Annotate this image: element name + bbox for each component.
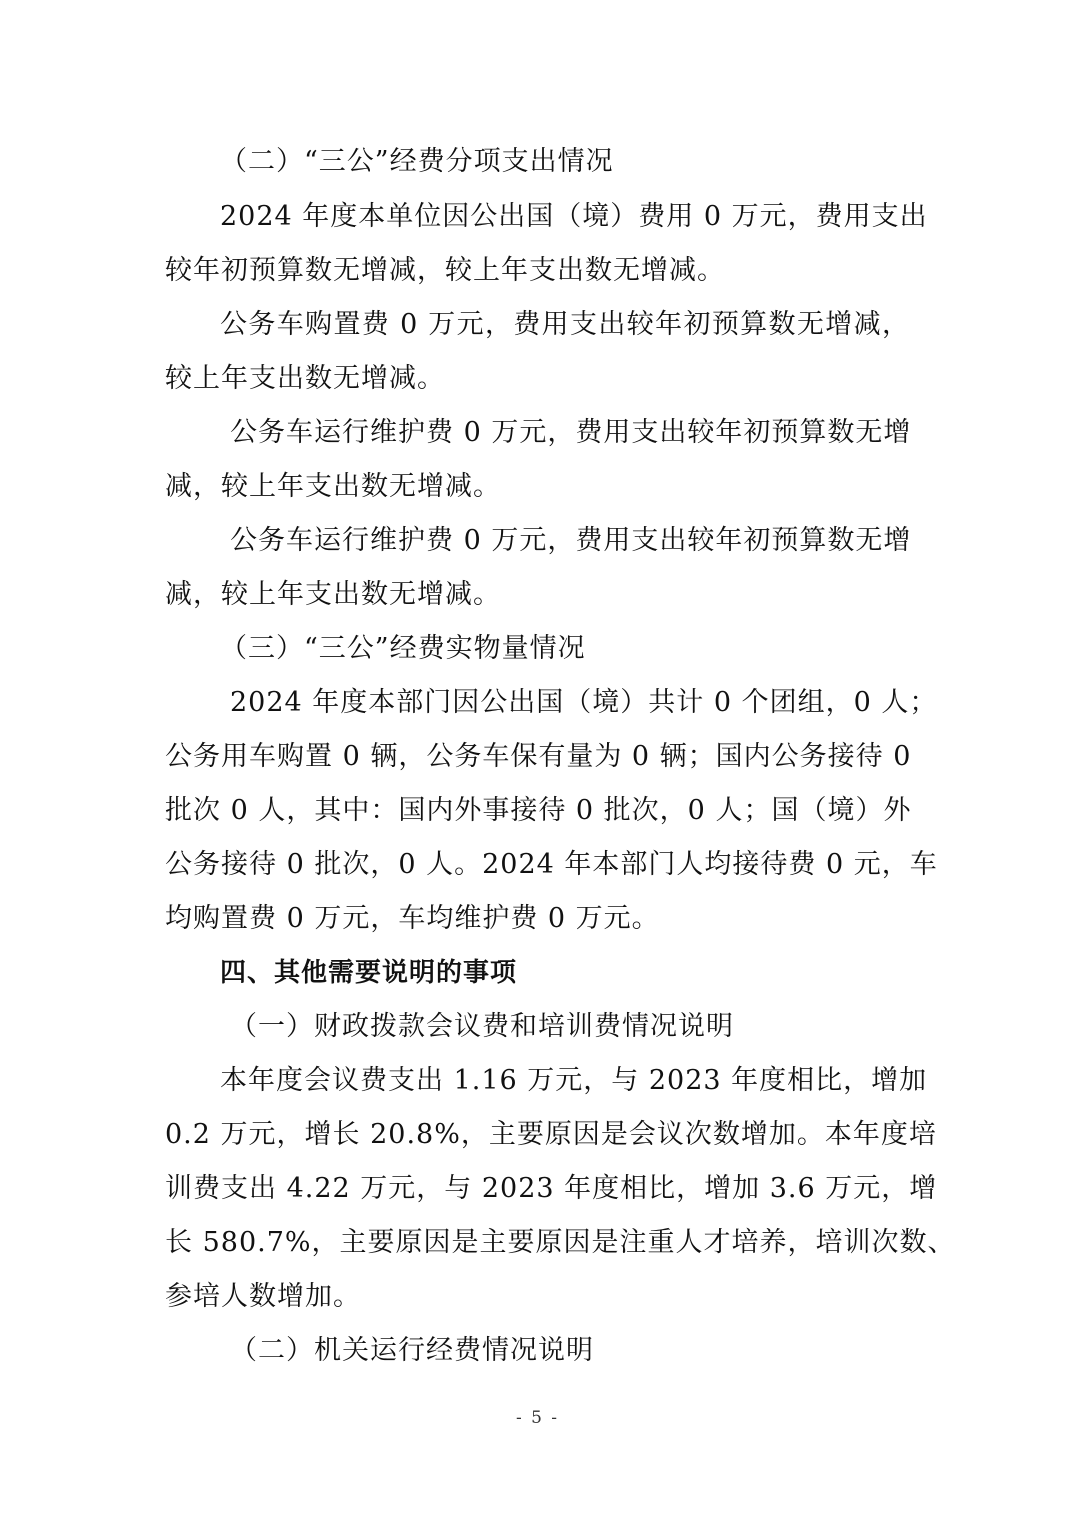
subheading-three-public-quantity: （三）“三公”经费实物量情况	[220, 633, 586, 664]
paragraph-line: 批次 0 人，其中：国内外事接待 0 批次，0 人；国（境）外	[165, 795, 912, 826]
paragraph-line: 公务车购置费 0 万元，费用支出较年初预算数无增减，	[220, 309, 910, 340]
page-number: - 5 -	[515, 1408, 560, 1428]
paragraph-line: 长 580.7%，主要原因是主要原因是注重人才培养，培训次数、	[165, 1227, 956, 1258]
paragraph-line: 公务车运行维护费 0 万元，费用支出较年初预算数无增	[230, 525, 912, 556]
subheading-three-public-breakdown: （二）“三公”经费分项支出情况	[220, 146, 614, 177]
paragraph-line: 2024 年度本单位因公出国（境）费用 0 万元，费用支出	[220, 201, 928, 232]
section-heading-other-matters: 四、其他需要说明的事项	[220, 958, 518, 988]
paragraph-line: 0.2 万元，增长 20.8%，主要原因是会议次数增加。本年度培	[165, 1119, 937, 1150]
subheading-meeting-training: （一）财政拨款会议费和培训费情况说明	[230, 1011, 734, 1042]
paragraph-line: 2024 年度本部门因公出国（境）共计 0 个团组，0 人；	[230, 687, 938, 718]
subheading-operating-expenses: （二）机关运行经费情况说明	[230, 1335, 594, 1366]
paragraph-line: 减，较上年支出数无增减。	[165, 471, 501, 502]
paragraph-line: 减，较上年支出数无增减。	[165, 579, 501, 610]
paragraph-line: 较年初预算数无增减，较上年支出数无增减。	[165, 255, 725, 286]
paragraph-line: 公务车运行维护费 0 万元，费用支出较年初预算数无增	[230, 417, 912, 448]
paragraph-line: 均购置费 0 万元，车均维护费 0 万元。	[165, 903, 660, 934]
paragraph-line: 本年度会议费支出 1.16 万元，与 2023 年度相比，增加	[220, 1065, 928, 1096]
paragraph-line: 训费支出 4.22 万元，与 2023 年度相比，增加 3.6 万元，增	[165, 1173, 938, 1204]
paragraph-line: 公务用车购置 0 辆，公务车保有量为 0 辆；国内公务接待 0	[165, 741, 912, 772]
paragraph-line: 公务接待 0 批次，0 人。2024 年本部门人均接待费 0 元，车	[165, 849, 938, 880]
paragraph-line: 参培人数增加。	[165, 1281, 361, 1312]
paragraph-line: 较上年支出数无增减。	[165, 363, 445, 394]
